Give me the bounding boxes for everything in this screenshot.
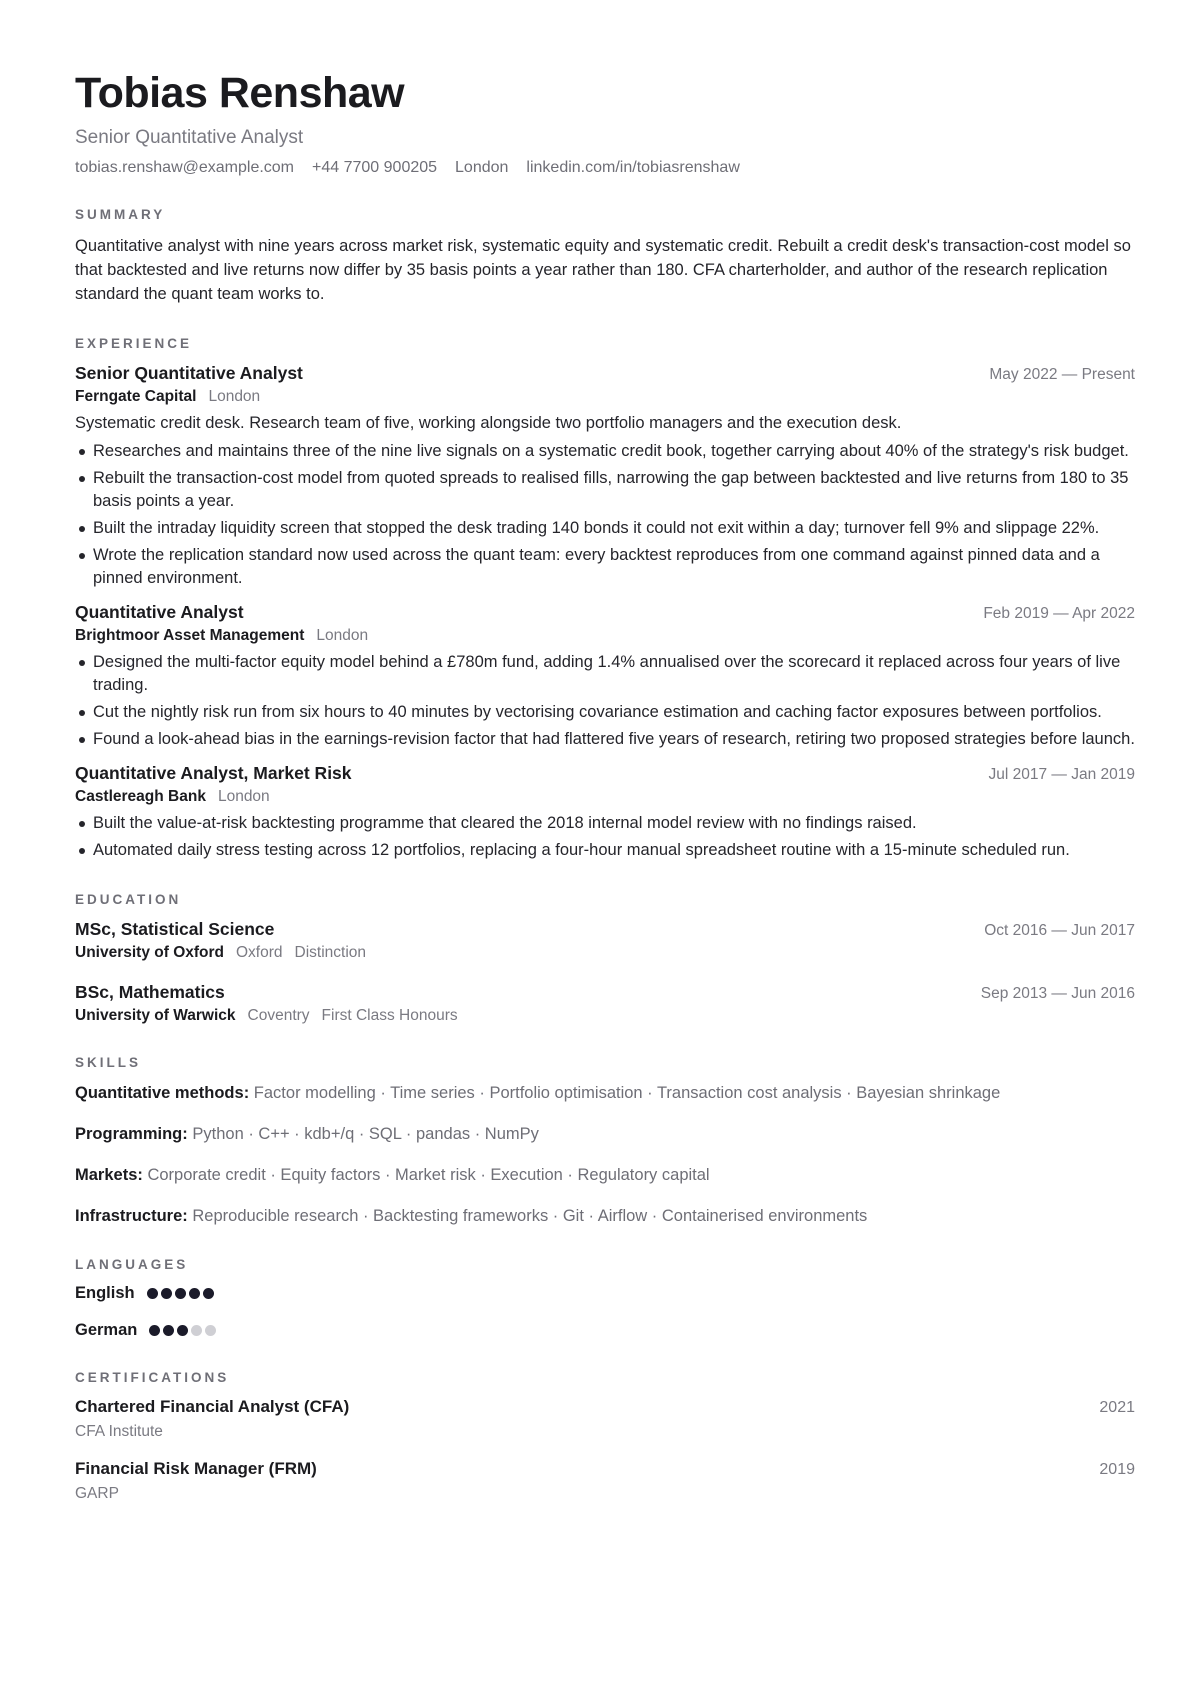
job-bullet: Built the value-at-risk backtesting programme that cleared the 2018 internal model review with no findings raised. (75, 812, 1135, 835)
skill-label: Infrastructure (75, 1207, 183, 1226)
job-bullets (75, 440, 1135, 590)
certification-entry (75, 1397, 1135, 1441)
skill-label: Programming (75, 1125, 183, 1144)
contact-phone[interactable]: +44 7700 900205 (312, 159, 438, 177)
job-entry (75, 363, 1135, 590)
resume-header (75, 70, 1135, 177)
resume (75, 70, 1135, 1521)
proficiency-dot-filled (161, 1288, 172, 1299)
contact-linkedin[interactable]: linkedin.com/in/tobiasrenshaw (526, 159, 740, 177)
skill-label: Markets (75, 1166, 138, 1185)
skill-group: Programming: Python · C++ · kdb+/q · SQL · pandas · NumPy (75, 1125, 539, 1144)
school: University of Warwick (75, 1007, 236, 1025)
job-bullet: Automated daily stress testing across 12 portfolios, replacing a four-hour manual spreadsheet routine with a 15-minute scheduled run. (75, 839, 1135, 862)
certification-name: Financial Risk Manager (FRM) (75, 1459, 317, 1479)
language-name: English (75, 1284, 135, 1303)
languages-section (75, 1257, 1135, 1340)
skill-label: Quantitative methods (75, 1084, 244, 1103)
job-title: Senior Quantitative Analyst (75, 363, 303, 384)
proficiency-dot-filled (175, 1288, 186, 1299)
skill-items: Python · C++ · kdb+/q · SQL · pandas · NumPy (192, 1125, 539, 1144)
job-entry (75, 763, 1135, 862)
school-location: Coventry (247, 1007, 310, 1025)
proficiency-dot-filled (177, 1325, 188, 1336)
job-bullet: Cut the nightly risk run from six hours to 40 minutes by vectorising covariance estimation and caching factor exposures between portfolios. (75, 701, 1135, 724)
skill-items: Factor modelling · Time series · Portfolio optimisation · Transaction cost analysis · Bayesian shrinkage (253, 1084, 1001, 1103)
job-bullets (75, 812, 1135, 862)
education-dates: Oct 2016 — Jun 2017 (984, 922, 1135, 940)
degree: MSc, Statistical Science (75, 919, 275, 940)
education-entry (75, 919, 1135, 962)
certification-issuer: GARP (75, 1485, 119, 1503)
section-heading: SKILLS (75, 1055, 142, 1071)
school-location: Oxford (236, 944, 283, 962)
section-heading: LANGUAGES (75, 1257, 189, 1273)
job-entry (75, 602, 1135, 751)
education-dates: Sep 2013 — Jun 2016 (980, 985, 1135, 1003)
proficiency-dot-filled (149, 1325, 160, 1336)
certifications-section (75, 1370, 1135, 1503)
job-bullet: Designed the multi-factor equity model behind a £780m fund, adding 1.4% annualised over the scorecard it replaced across four years of live trading. (75, 651, 1135, 697)
contact-email[interactable]: tobias.renshaw@example.com (75, 159, 295, 177)
proficiency-dots (147, 1288, 214, 1299)
certification-name: Chartered Financial Analyst (CFA) (75, 1397, 350, 1417)
proficiency-dot-filled (163, 1325, 174, 1336)
contact-line (75, 159, 1135, 177)
job-description: Systematic credit desk. Research team of five, working alongside two portfolio managers and the execution desk. (75, 414, 902, 433)
job-bullet: Rebuilt the transaction-cost model from quoted spreads to realised fills, narrowing the gap between backtested and live returns from 180 to 35 basis points a year. (75, 467, 1135, 513)
job-company: Brightmoor Asset Management (75, 627, 305, 645)
summary-section (75, 207, 1135, 306)
honours: Distinction (294, 944, 367, 962)
skill-group: Markets: Corporate credit · Equity factors · Market risk · Execution · Regulatory capital (75, 1166, 710, 1185)
job-bullet: Built the intraday liquidity screen that stopped the desk trading 140 bonds it could not exit within a day; turnover fell 9% and slippage 22%. (75, 517, 1135, 540)
certification-year: 2019 (1099, 1461, 1135, 1479)
job-dates: Jul 2017 — Jan 2019 (988, 766, 1135, 784)
candidate-title: Senior Quantitative Analyst (75, 127, 304, 149)
job-bullets (75, 651, 1135, 751)
certification-issuer: CFA Institute (75, 1423, 163, 1441)
proficiency-dot-filled (147, 1288, 158, 1299)
proficiency-dot-filled (203, 1288, 214, 1299)
language-entry (75, 1321, 1135, 1340)
proficiency-dot-filled (189, 1288, 200, 1299)
skills-section (75, 1055, 1135, 1227)
proficiency-dot-empty (191, 1325, 202, 1336)
job-bullet: Wrote the replication standard now used across the quant team: every backtest reproduces from one command against pinned data and a pinned environment. (75, 544, 1135, 590)
candidate-name: Tobias Renshaw (75, 69, 405, 117)
job-dates: May 2022 — Present (989, 366, 1135, 384)
certification-entry (75, 1459, 1135, 1503)
experience-section (75, 336, 1135, 862)
job-location: London (316, 627, 369, 645)
section-heading: EDUCATION (75, 892, 182, 908)
job-location: London (217, 788, 270, 806)
language-name: German (75, 1321, 138, 1340)
job-company: Castlereagh Bank (75, 788, 206, 806)
job-company: Ferngate Capital (75, 388, 197, 406)
school: University of Oxford (75, 944, 224, 962)
job-title: Quantitative Analyst (75, 602, 244, 623)
summary-text: Quantitative analyst with nine years across market risk, systematic equity and systematic credit. Rebuilt a credit desk's transaction-cost model so that backtested and live returns now differ by 35 basis points a year rather than 180. CFA charterholder, and author of the research replication standard the quant team works to. (75, 237, 1131, 304)
job-title: Quantitative Analyst, Market Risk (75, 763, 352, 784)
education-section (75, 892, 1135, 1025)
honours: First Class Honours (321, 1007, 458, 1025)
degree: BSc, Mathematics (75, 982, 225, 1003)
skill-items: Reproducible research · Backtesting frameworks · Git · Airflow · Containerised environments (192, 1207, 868, 1226)
section-heading: SUMMARY (75, 207, 166, 223)
skill-group: Quantitative methods: Factor modelling · Time series · Portfolio optimisation · Transaction cost analysis · Bayesian shrinkage (75, 1084, 1001, 1103)
proficiency-dots (149, 1325, 216, 1336)
proficiency-dot-empty (205, 1325, 216, 1336)
section-heading: CERTIFICATIONS (75, 1370, 230, 1386)
education-entry (75, 982, 1135, 1025)
skill-items: Corporate credit · Equity factors · Market risk · Execution · Regulatory capital (147, 1166, 710, 1185)
skill-group: Infrastructure: Reproducible research · Backtesting frameworks · Git · Airflow · Containerised environments (75, 1207, 868, 1226)
job-bullet: Found a look-ahead bias in the earnings-revision factor that had flattered five years of research, retiring two proposed strategies before launch. (75, 728, 1135, 751)
contact-location: London (455, 159, 509, 177)
job-dates: Feb 2019 — Apr 2022 (983, 605, 1135, 623)
certification-year: 2021 (1099, 1399, 1135, 1417)
language-entry (75, 1284, 1135, 1303)
section-heading: EXPERIENCE (75, 336, 193, 352)
job-bullet: Researches and maintains three of the nine live signals on a systematic credit book, together carrying about 40% of the strategy's risk budget. (75, 440, 1135, 463)
job-location: London (208, 388, 261, 406)
